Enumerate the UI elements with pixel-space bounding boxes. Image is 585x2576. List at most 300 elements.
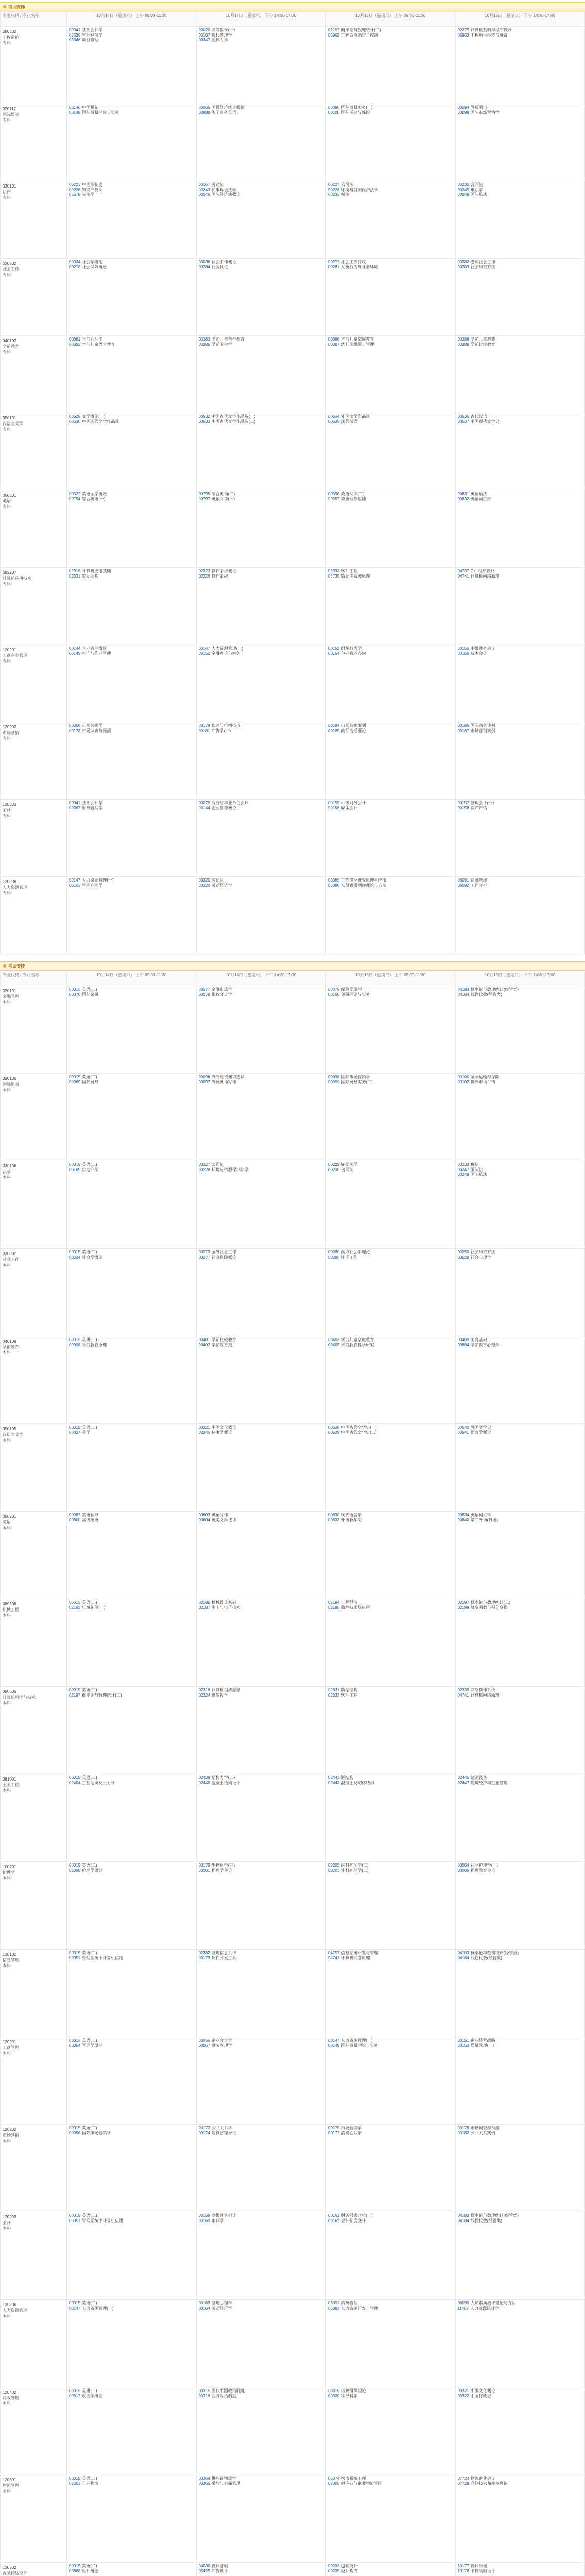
exam-name: 离散数学 [211, 1692, 228, 1698]
exam-item [199, 883, 324, 888]
exam-code: 00228 [328, 187, 340, 192]
exam-name: 银行会计学 [211, 992, 232, 997]
exam-code: 00540 [457, 1425, 469, 1430]
table-row [1, 2563, 585, 2576]
exam-code: 04757 [328, 1951, 340, 1955]
exam-name: 环境与资源保护法学 [341, 187, 378, 192]
exam-code: 00249 [457, 1172, 469, 1177]
exam-item [458, 2476, 583, 2481]
exam-item [458, 28, 583, 33]
exam-code: 00037 [69, 1430, 81, 1435]
exam-item [328, 651, 453, 656]
major-level: 专科 [3, 118, 11, 123]
exam-name: 物流系统工程 [341, 2476, 366, 2481]
exam-code: 00015 [69, 1951, 81, 1955]
exam-code: 00097 [198, 1079, 210, 1084]
table-row [1, 104, 585, 181]
exam-code: 00150 [328, 992, 340, 997]
exam-name: 市场营销学 [82, 723, 103, 728]
exam-item [458, 1693, 583, 1698]
exam-item [458, 1430, 583, 1435]
exam-item [199, 569, 324, 574]
exam-item [328, 2043, 453, 2048]
exam-name: 财务管理学 [211, 2043, 232, 2048]
exam-item [458, 2481, 583, 2486]
exam-code: 00153 [457, 2043, 469, 2048]
exam-code: 00181 [198, 728, 210, 733]
exam-code: 00178 [69, 728, 81, 733]
exam-name: 中国古代文学史(二) [341, 1430, 377, 1435]
major-name: 行政管理 [3, 2396, 19, 2400]
exam-code: 00156 [328, 805, 340, 810]
exam-item [328, 2476, 453, 2481]
slot-cell [455, 877, 585, 954]
major-name: 计算机应用技术 [3, 576, 31, 581]
exam-code: 00015 [69, 1775, 81, 1780]
exam-item [458, 1167, 583, 1173]
slot-cell [196, 413, 326, 490]
table-row [1, 1862, 585, 1950]
slot-cell [326, 986, 456, 1074]
major-level: 本科 [3, 1263, 11, 1267]
exam-item [328, 105, 453, 110]
exam-code: 05679 [69, 192, 81, 197]
exam-name: 劳动经济学 [211, 2306, 232, 2311]
exam-item [199, 1255, 324, 1260]
major-cell [1, 2563, 67, 2576]
exam-item [69, 728, 194, 734]
exam-code: 00015 [69, 1162, 81, 1167]
exam-code: 00532 [198, 414, 210, 419]
exam-code: 00541 [457, 1430, 469, 1435]
exam-item [69, 110, 194, 115]
section-associate [0, 2, 585, 954]
major-level: 本科 [3, 2051, 11, 2056]
exam-item [328, 2569, 453, 2574]
major-level: 本科 [3, 1613, 11, 1618]
exam-name: 组织行为学 [341, 646, 362, 651]
exam-code: 00277 [198, 1255, 210, 1260]
exam-name: 综合英语(一) [82, 496, 106, 501]
table-row [1, 1774, 585, 1862]
major-name: 法学 [3, 1170, 11, 1174]
major-code: 120201 [3, 2040, 16, 2044]
section-header [0, 961, 585, 971]
exam-code: 04741 [457, 1692, 469, 1698]
exam-item [69, 2043, 194, 2048]
exam-item [328, 33, 453, 38]
exam-name: 外科护理学(二) [341, 1868, 369, 1873]
exam-item [69, 337, 194, 342]
exam-item [199, 192, 324, 197]
slot-cell [455, 2037, 585, 2125]
slot-cell [67, 259, 197, 336]
slot-cell [196, 986, 326, 1074]
exam-name: 谈判与推销技巧 [211, 723, 240, 728]
exam-item [458, 2564, 583, 2569]
exam-item [458, 337, 583, 342]
exam-name: 混凝土结构设计 [211, 1780, 240, 1785]
exam-code: 00100 [457, 1075, 469, 1079]
exam-code: 00840 [457, 1517, 469, 1522]
exam-name: 操作系统 [211, 573, 228, 579]
exam-item [69, 33, 194, 38]
exam-code: 00409 [457, 1337, 469, 1342]
exam-name: 国外社会工作 [211, 1250, 236, 1255]
exam-name: 广告学(一) [211, 728, 231, 733]
table-row [1, 2387, 585, 2475]
exam-name: 国际私法 [470, 1172, 487, 1177]
exam-name: 财务报表分析(一) [341, 2213, 373, 2218]
exam-code: 00098 [457, 110, 469, 115]
slot-cell [326, 1336, 456, 1424]
exam-name: 学前卫生学 [211, 342, 232, 347]
slot-cell [326, 800, 456, 877]
exam-item [69, 992, 194, 997]
exam-name: 英语阅读(二) [341, 492, 365, 496]
exam-code: 00157 [457, 801, 469, 805]
slot-cell [455, 1336, 585, 1424]
major-cell [1, 568, 67, 645]
exam-item [328, 2481, 453, 2486]
slot-cell [67, 1424, 197, 1512]
exam-code: 00603 [198, 1513, 210, 1517]
exam-name: 线性代数(经管类) [470, 2218, 503, 2223]
exam-name: 国际贸易实务(二) [341, 1079, 373, 1084]
exam-name: 质量管理(一) [470, 2043, 494, 2048]
exam-code: 00282 [457, 260, 469, 264]
exam-code: 00149 [69, 110, 81, 115]
major-level: 本科 [3, 1175, 11, 1180]
exam-code: 00015 [69, 2564, 81, 2568]
exam-code: 00688 [69, 2568, 81, 2573]
exam-item [69, 2301, 194, 2306]
exam-item [328, 2388, 453, 2394]
exam-name: 供应链物流学 [211, 2476, 236, 2481]
exam-code: 04184 [457, 992, 469, 997]
exam-item [69, 1425, 194, 1430]
exam-code: 00155 [457, 646, 469, 651]
exam-item [328, 2306, 453, 2311]
table-row [1, 1336, 585, 1424]
exam-code: 00401 [198, 1337, 210, 1342]
exam-code: 02275 [457, 28, 469, 32]
exam-item [328, 2131, 453, 2136]
exam-item [328, 574, 453, 579]
slot-cell [196, 27, 326, 104]
exam-code: 00145 [69, 651, 81, 656]
exam-name: 刑法学 [470, 187, 483, 192]
exam-item [69, 419, 194, 425]
exam-name: 基础会计学 [82, 801, 103, 805]
major-code: 120402 [3, 2390, 16, 2395]
exam-code: 00315 [198, 2388, 210, 2393]
exam-item [69, 182, 194, 188]
exam-name: 工程项目投资与融资 [470, 32, 508, 38]
exam-name: 中级财务会计 [341, 801, 366, 805]
major-level: 本科 [3, 1701, 11, 1705]
slot-cell [196, 2475, 326, 2563]
exam-code: 06090 [457, 2301, 469, 2306]
major-name: 金融管理 [3, 994, 19, 999]
exam-name: 英语(二) [82, 2301, 97, 2306]
table-row [1, 27, 585, 104]
exam-item [69, 1775, 194, 1781]
exam-code: 10178 [457, 2568, 469, 2573]
exam-item [69, 2388, 194, 2394]
exam-code: 02333 [328, 1692, 340, 1698]
exam-name: 学前儿童家庭教育 [341, 1337, 374, 1342]
exam-code: 03347 [198, 38, 210, 42]
exam-code: 03202 [328, 1863, 340, 1868]
exam-code: 00228 [198, 1167, 210, 1172]
slot-cell [67, 568, 197, 645]
exam-item [458, 1337, 583, 1343]
exam-item [328, 2564, 453, 2569]
major-name: 社会工作 [3, 267, 19, 272]
exam-code: 06091 [457, 878, 469, 883]
exam-item [328, 337, 453, 342]
exam-code: 00283 [457, 264, 469, 269]
exam-item [69, 2394, 194, 2399]
exam-name: 社会研究方法 [470, 264, 495, 269]
major-name: 会计 [3, 808, 11, 812]
major-code: 081001 [3, 1777, 16, 1782]
exam-name: 人员素质测评理论与方法 [341, 883, 387, 888]
exam-code: 00147 [69, 2306, 81, 2311]
slot-cell [196, 2125, 326, 2212]
major-level: 专科 [3, 582, 11, 586]
slot-cell [455, 2563, 585, 2576]
exam-code: 00015 [69, 1337, 81, 1342]
exam-item [199, 260, 324, 265]
major-name: 学前教育 [3, 1345, 19, 1349]
exam-item [69, 1605, 194, 1611]
exam-name: 英语翻译 [82, 1513, 99, 1517]
exam-name: 外贸函电 [470, 105, 487, 110]
exam-item [458, 1075, 583, 1080]
slot-cell [455, 2300, 585, 2387]
exam-name: 英语(二) [82, 1162, 97, 1167]
exam-code: 00102 [457, 1079, 469, 1084]
exam-item [328, 260, 453, 265]
exam-code: 00172 [198, 2126, 210, 2130]
exam-name: 建筑设备 [470, 1775, 487, 1780]
exam-code: 00537 [457, 419, 469, 424]
exam-code: 04741 [328, 1955, 340, 1960]
exam-code: 02404 [69, 1780, 81, 1785]
exam-code: 00020 [198, 28, 210, 32]
table-row [1, 877, 585, 954]
exam-name: 英语(二) [82, 1775, 97, 1780]
major-cell [1, 2212, 67, 2300]
exam-code: 00389 [457, 342, 469, 347]
exam-code: 00098 [328, 1075, 340, 1079]
exam-name: 中国税制 [82, 105, 99, 110]
exam-item [199, 992, 324, 997]
major-cell [1, 413, 67, 490]
exam-name: 市场营销案例 [470, 728, 495, 733]
exam-code: 02197 [69, 1692, 81, 1698]
exam-item [458, 1162, 583, 1167]
exam-code: 00015 [69, 987, 81, 992]
exam-item [199, 2218, 324, 2224]
exam-code: 00834 [457, 1513, 469, 1517]
exam-name: 学前儿童游戏 [470, 337, 495, 342]
exam-name: 社会心理学 [470, 1255, 491, 1260]
exam-item [458, 1172, 583, 1177]
slot-cell [326, 877, 456, 954]
exam-name: 英语(二) [82, 1688, 97, 1692]
exam-item [199, 1781, 324, 1786]
exam-name: 国际商务谈判 [470, 723, 495, 728]
exam-name: 英语(二) [82, 1951, 97, 1955]
major-level: 本科 [3, 2226, 11, 2231]
major-cell [1, 336, 67, 413]
exam-code: 00144 [198, 805, 210, 810]
major-cell [1, 1599, 67, 1687]
exam-item [199, 1775, 324, 1781]
exam-name: 设计构成 [341, 2568, 358, 2573]
exam-name: 广告设计 [211, 2568, 228, 2573]
slot-cell [326, 413, 456, 490]
exam-item [458, 2394, 583, 2399]
table-row [1, 568, 585, 645]
table-body [1, 986, 585, 2576]
exam-item [328, 1250, 453, 1255]
major-cell [1, 490, 67, 568]
slot-cell [67, 722, 197, 800]
exam-code: 00321 [198, 1425, 210, 1430]
exam-code: 00280 [328, 1250, 340, 1255]
major-code: 080302 [3, 29, 16, 34]
major-code: 040102 [3, 338, 16, 343]
exam-item [199, 497, 324, 502]
exam-code: 02443 [328, 1780, 340, 1785]
exam-name: C++程序设计 [470, 569, 495, 573]
major-level: 本科 [3, 2401, 11, 2406]
slot-cell [455, 1862, 585, 1950]
exam-code: 00015 [69, 2126, 81, 2130]
section-title: 考试安排 [8, 963, 25, 969]
exam-item [199, 574, 324, 579]
slot-cell [455, 413, 585, 490]
exam-code: 11467 [457, 2306, 469, 2311]
exam-item [199, 1337, 324, 1343]
major-code: 130502 [3, 2565, 16, 2570]
exam-item [69, 105, 194, 110]
major-name: 汉语言文学 [3, 1432, 23, 1437]
major-cell [1, 1950, 67, 2037]
exam-code: 00164 [198, 2306, 210, 2311]
exam-code: 00174 [198, 2130, 210, 2136]
exam-name: 市场调查与预测 [82, 728, 111, 733]
exam-code: 07729 [457, 2481, 469, 2486]
exam-name: 管理系统中计算机应用 [82, 1955, 124, 1960]
exam-item [458, 1775, 583, 1781]
exam-name: 劳动经济学 [211, 883, 232, 888]
exam-item [458, 728, 583, 734]
exam-name: 公司法 [341, 182, 354, 187]
exam-code: 00034 [69, 260, 81, 264]
exam-item [69, 574, 194, 579]
exam-item [458, 2043, 583, 2048]
exam-item [328, 1255, 453, 1260]
exam-code: 02326 [198, 573, 210, 579]
exam-code: 00321 [457, 2388, 469, 2393]
exam-name: 电子商务英语 [211, 110, 236, 115]
exam-name: 数控技术及应用 [341, 1605, 370, 1610]
exam-code: 00319 [328, 2388, 340, 2393]
exam-name: 人力资源开发与管理 [341, 2306, 378, 2311]
slot-cell [67, 1687, 197, 1774]
exam-name: 学前教育原理 [82, 1342, 107, 1347]
exam-item [199, 1425, 324, 1430]
slot-cell [326, 2300, 456, 2387]
exam-name: 概率论与数理统计(二) [470, 1600, 511, 1605]
exam-item [458, 2126, 583, 2131]
exam-code: 00146 [69, 105, 81, 110]
exam-item [199, 2043, 324, 2048]
exam-name: 薪酬管理 [470, 878, 487, 883]
exam-name: 概率论与数理统计(经管类) [470, 1951, 519, 1955]
exam-item [328, 1162, 453, 1167]
slot-cell [196, 1249, 326, 1336]
exam-code: 00322 [457, 2393, 469, 2398]
exam-item [199, 1167, 324, 1173]
exam-name: 护理学导论 [211, 1868, 232, 1873]
major-code: 120202 [3, 725, 16, 730]
exam-code: 00098 [69, 2130, 81, 2136]
exam-name: 公共关系案例 [470, 2130, 495, 2136]
slot-cell [455, 1687, 585, 1774]
exam-item [69, 806, 194, 811]
exam-item [328, 414, 453, 419]
major-code: 080605 [3, 1689, 16, 1694]
slot-cell [196, 490, 326, 568]
exam-item [458, 646, 583, 651]
exam-name: 高级英语 [82, 1517, 99, 1522]
exam-code: 00079 [328, 987, 340, 992]
slot-cell [67, 1249, 197, 1336]
exam-item [199, 646, 324, 651]
slot-cell [326, 259, 456, 336]
slot-cell [67, 1336, 197, 1424]
exam-code: 00403 [328, 1337, 340, 1342]
major-level: 本科 [3, 1876, 11, 1880]
exam-item [199, 492, 324, 497]
major-name: 国际贸易 [3, 112, 19, 117]
major-level: 本科 [3, 1526, 11, 1530]
exam-name: 国际法 [470, 1167, 483, 1172]
exam-code: 00285 [328, 1255, 340, 1260]
major-level: 专科 [3, 504, 11, 509]
table-row [1, 1687, 585, 1774]
exam-name: 美育基础 [470, 1337, 487, 1342]
table-row [1, 2037, 585, 2125]
exam-name: 社会研究方法 [470, 1250, 495, 1255]
exam-item [199, 2569, 324, 2574]
exam-name: 社会学概论 [82, 1255, 103, 1260]
exam-code: 04030 [198, 2564, 210, 2568]
exam-code: 03179 [198, 1863, 210, 1868]
major-code: 030106 [3, 1164, 16, 1168]
exam-name: 国际经济法概论 [211, 192, 240, 197]
exam-item [328, 1430, 453, 1435]
exam-code: 00186 [457, 723, 469, 728]
exam-code: 03325 [198, 878, 210, 883]
table-row [1, 986, 585, 1074]
